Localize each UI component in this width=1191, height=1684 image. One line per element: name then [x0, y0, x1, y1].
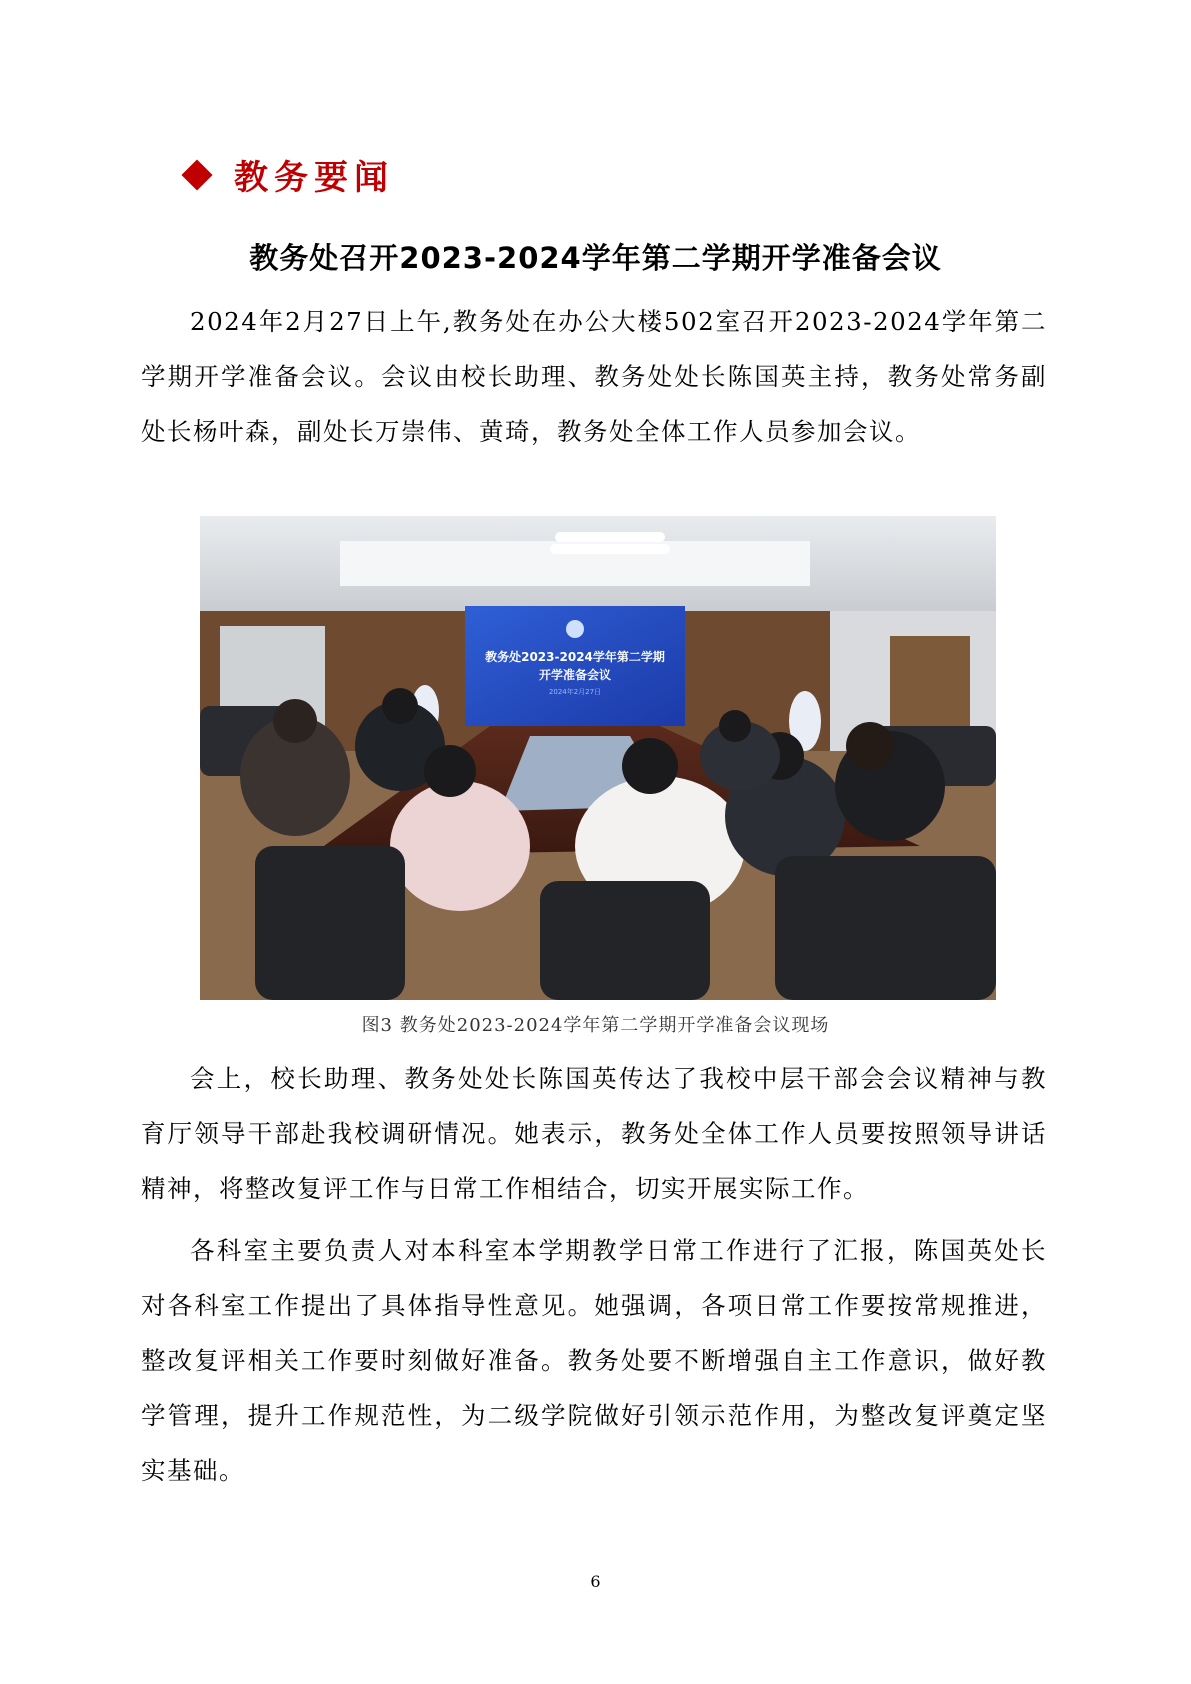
article-title: 教务处召开2023-2024学年第二学期开学准备会议: [249, 241, 942, 275]
paragraph-2: 会上，校长助理、教务处处长陈国英传达了我校中层干部会会议精神与教育厅领导干部赴我校调研情况。她表示，教务处全体工作人员要按照领导讲话精神，将整改复评工作与日常工作相结合，切实开展实际工作。: [141, 1064, 1047, 1203]
section-heading: [180, 150, 394, 199]
meeting-photo: [200, 516, 996, 1000]
screen-title-line2: 开学准备会议: [538, 668, 612, 682]
page-number: 6: [590, 1572, 601, 1591]
screen-title-line1: 教务处2023-2024学年第二学期: [485, 650, 665, 664]
diamond-icon: [181, 159, 212, 190]
paragraph-1: 2024年2月27日上午,教务处在办公大楼502室召开2023-2024学年第二学期开学准备会议。会议由校长助理、教务处处长陈国英主持，教务处常务副处长杨叶森，副处长万崇伟、黄琦，教务处全体工作人员参加会议。: [141, 307, 1047, 446]
section-title: 教务要闻: [234, 158, 394, 198]
figure-caption: 图3 教务处2023-2024学年第二学期开学准备会议现场: [361, 1015, 830, 1036]
paragraph-3: 各科室主要负责人对本科室本学期教学日常工作进行了汇报，陈国英处长对各科室工作提出了具体指导性意见。她强调，各项日常工作要按常规推进，整改复评相关工作要时刻做好准备。教务处要不断增强自主工作意识，做好教学管理，提升工作规范性，为二级学院做好引领示范作用，为整改复评奠定坚实基础。: [141, 1236, 1047, 1485]
screen-date: 2024年2月27日: [548, 688, 602, 696]
